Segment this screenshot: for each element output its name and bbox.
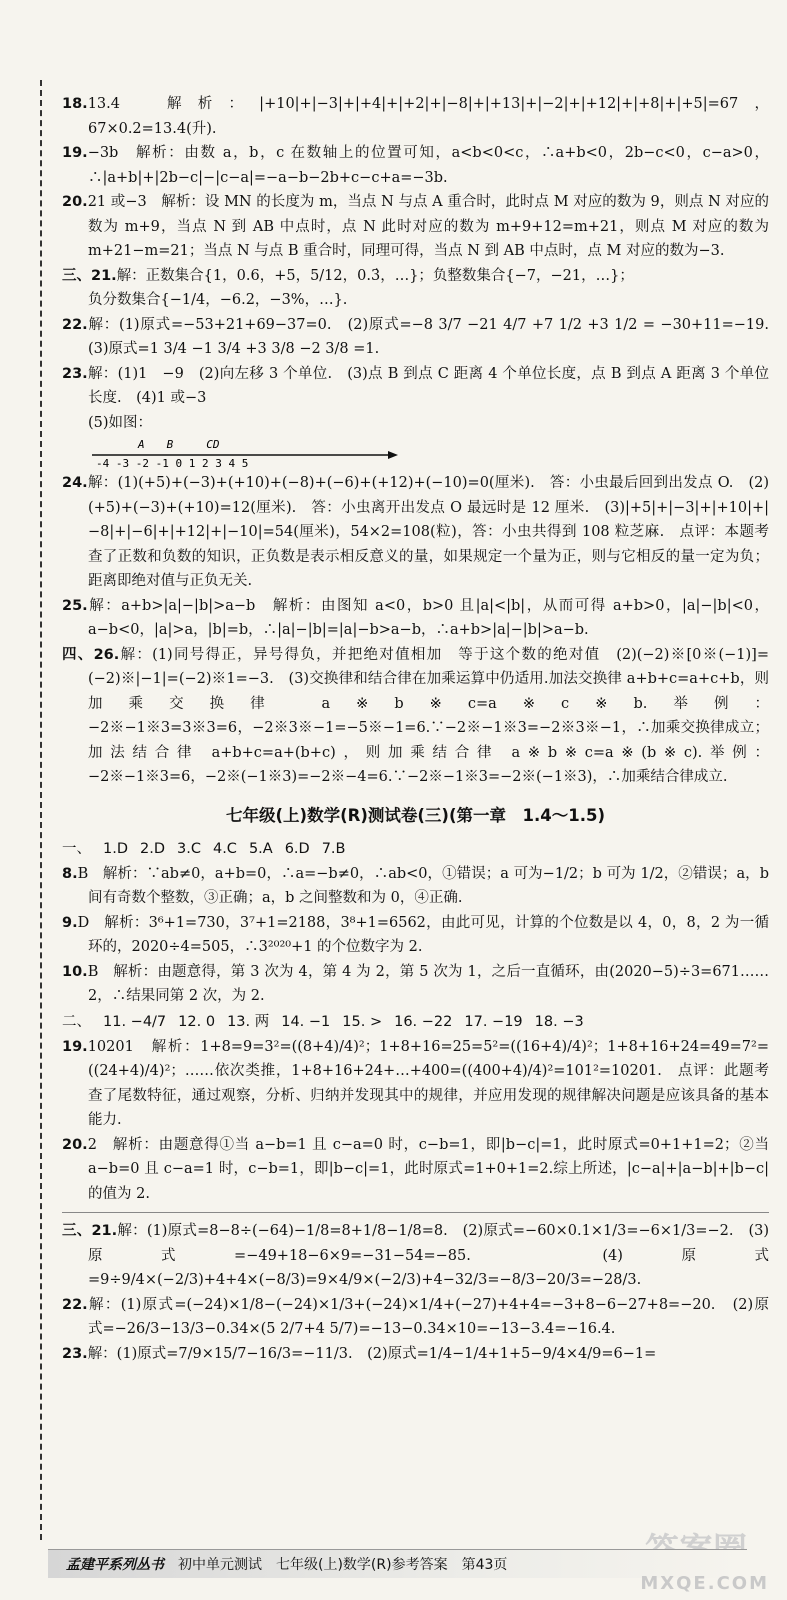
answer-item [62, 1219, 769, 1293]
item-number: 23. [62, 1345, 88, 1362]
answer-item [62, 411, 769, 436]
footer-page: 第43页 [461, 1557, 508, 1573]
item-body: (5)如图： [88, 414, 153, 431]
fill-16: 16. −22 [394, 1013, 453, 1030]
number-line-figure [88, 437, 769, 467]
answers-block-1 [62, 92, 784, 435]
answers-block-3 [62, 1035, 769, 1207]
item-number: 10. [62, 963, 88, 980]
answer-page [62, 92, 784, 1366]
binding-line [40, 80, 42, 1540]
mc-4: 4.C [212, 840, 237, 857]
footer-series: 孟建平系列丛书 [66, 1557, 164, 1573]
number-line-ticks: -4 -3 -2 -1 0 1 2 3 4 5 [96, 457, 249, 467]
item-number: 22. [62, 1296, 88, 1313]
mc-7: 7.B [321, 840, 346, 857]
fill-14: 14. −1 [281, 1013, 331, 1030]
item-number: 三、21. [62, 1223, 118, 1239]
answer-item [62, 471, 769, 594]
mc-6: 6.D [284, 840, 310, 857]
item-body: 2 解析：由题意得①当 a−b=1 且 c−a=0 时，c−b=1，即|b−c|=1，此时原式=0+1+1=2；②当 a−b=0 且 c−a=1 时，c−b=1，即|b−c|=1，此时原式=1+0+1=2.综上所述，|c−a|+|a−b|+|b−c|的值为 2. [87, 1136, 769, 1202]
mc-prefix: 一、 [62, 840, 91, 857]
item-number: 18. [62, 96, 88, 112]
number-line-letters: A B CD [138, 438, 220, 451]
item-body: 解：(1)1 −9 (2)向左移 3 个单位. (3)点 B 到点 C 距离 4 个单位长度，点 B 到点 A 距离 3 个单位长度. (4)1 或−3 [87, 365, 769, 406]
answers-block-4 [62, 1219, 769, 1366]
fill-15: 15. > [342, 1013, 383, 1030]
answers-block-1b [62, 471, 769, 790]
answer-item [62, 643, 769, 790]
answer-item [62, 1035, 769, 1133]
answer-item [62, 264, 769, 289]
fill-blank-row [62, 1009, 769, 1035]
fill-prefix: 二、 [62, 1013, 91, 1030]
item-body: D 解析：3⁶+1=730，3⁷+1=2188，3⁸+1=6562，由此可见，计算的个位数是以 4，0，8，2 为一循环的，2020÷4=505，∴3²⁰²⁰+1 的个位数字为 2. [77, 914, 769, 955]
item-number: 三、21. [62, 267, 117, 284]
item-body: 解：(1)原式=(−24)×1/8−(−24)×1/3+(−24)×1/4+(−27)+4+4=−3+8−6−27+8=−20. (2)原式=−26/3−13/3−0.34×(5 2/7+4 5/7)=−13−0.34×10=−13−3.4=−16.4. [87, 1296, 769, 1337]
answer-item [62, 362, 769, 411]
item-number: 24. [62, 475, 88, 491]
fill-12: 12. 0 [178, 1013, 216, 1030]
answers-block-2 [62, 862, 769, 1009]
fill-11: 11. −4/7 [103, 1013, 167, 1030]
item-number: 8. [62, 865, 78, 882]
watermark-text: MXQE.COM [640, 1573, 769, 1594]
answer-item [62, 313, 784, 362]
item-body: B 解析：∵ab≠0，a+b=0，∴a=−b≠0，∴ab<0，①错误；a 可为−1/2；b 可为 1/2，②错误；a，b 间有奇数个整数，③正确；a，b 之间整数和为 0，④正确. [77, 865, 769, 906]
item-number: 19. [62, 145, 88, 161]
item-body: −3b 解析：由数 a，b，c 在数轴上的位置可知，a<b<0<c，∴a+b<0，2b−c<0，c−a>0，∴|a+b|+|2b−c|−|c−a|=−a−b−2b+c−c+a=−3b. [87, 145, 769, 186]
item-body: 负分数集合{−1/4，−6.2，−3%，…}. [88, 292, 348, 308]
answer-item [62, 92, 769, 141]
item-body: 解：(1)原式=8−8÷(−64)−1/8=8+1/8−1/8=8. (2)原式=−60×0.1×1/3=−6×1/3=−2. (3)原式=−49+18−6×9=−31−54=−85. (4)原式=9÷9/4×(−2/3)+4+4×(−8/3)=9×4/9×(−2/3)+4−32/3=−8/3−20/3=−28/3. [88, 1223, 769, 1288]
answer-item [62, 1133, 769, 1207]
fill-17: 17. −19 [464, 1013, 523, 1030]
mc-5: 5.A [248, 840, 273, 857]
item-number: 9. [62, 914, 78, 931]
answer-item [62, 960, 769, 1009]
item-number: 22. [62, 316, 88, 333]
item-number: 20. [62, 1136, 88, 1153]
answer-item [62, 1342, 769, 1367]
answer-item [62, 862, 769, 911]
item-number: 23. [62, 365, 88, 382]
divider [62, 1212, 769, 1213]
item-body: 解：正数集合{1，0.6，+5，5/12，0.3̇，…}；负整数集合{−7，−21，…}； [116, 267, 634, 284]
item-body: 13.4 解析：|+10|+|−3|+|+4|+|+2|+|−8|+|+13|+|−2|+|+12|+|+8|+|+5|=67，67×0.2=13.4(升). [87, 96, 769, 137]
fill-13: 13. 两 [227, 1013, 270, 1030]
item-number: 25. [62, 597, 88, 614]
item-number: 19. [62, 1038, 88, 1055]
item-body: 解：(1)同号得正，异号得负，并把绝对值相加 等于这个数的绝对值 (2)(−2)※[0※(−1)]=(−2)※|−1|=(−2)※1=−3. (3)交换律和结合律在加乘运算中仍适用.加法交换律 a+b+c=a+c+b，则加乘交换律 a※b※c=a※c※b.举例：−2※−1※3=3※3=6，−2※3※−1=−5※−1=6.∵−2※−1※3=−2※3※−1，∴加乘交换律成立；加法结合律 a+b+c=a+(b+c)，则加乘结合律 a※b※c=a※(b※c).举例：−2※−1※3=6，−2※(−1※3)=−2※−4=6.∵−2※−1※3=−2※(−1※3)，∴加乘结合律成立. [88, 646, 769, 785]
number-line-svg [88, 437, 408, 467]
item-body: 10201 解析：1+8=9=3²=((8+4)/4)²；1+8+16=25=5²=((16+4)/4)²；1+8+16+24=49=7²=((24+4)/4)²；……依次类推，1+8+16+24+…+400=((400+4)/4)²=101²=10201. 点评：此题考查了尾数特征，通过观察，分析、归纳并发现其中的规律，并应用发现的规律解决问题是应该具备的基本能力. [87, 1038, 769, 1128]
section-title: 七年级(上)数学(R)测试卷(三)(第一章 1.4～1.5) [226, 805, 605, 825]
answer-item [62, 911, 769, 960]
mc-3: 3.C [177, 840, 201, 857]
multiple-choice-row [62, 836, 769, 862]
answer-item [62, 190, 769, 264]
fill-18: 18. −3 [534, 1013, 584, 1030]
answer-item [62, 288, 769, 313]
item-body: 解：a+b>|a|−|b|>a−b 解析：由图知 a<0，b>0 且|a|<|b|，从而可得 a+b>0，|a|−|b|<0，a−b<0，|a|>a，|b|=b，∴|a|−|b|=|a|−b>a−b，∴a+b>|a|−|b|>a−b. [87, 597, 769, 638]
answer-item [62, 594, 769, 643]
item-body: 21 或−3 解析：设 MN 的长度为 m，当点 N 与点 A 重合时，此时点 M 对应的数为 9，则点 N 对应的数为 m+9，当点 N 到 AB 中点时，点 N 此时对应的数为 m+9+12=m+21，则点 M 对应的数为 m+21−m=21；当点 N 与点 B 重合时，同理可得，当点 N 到 AB 中点时，点 M 对应的数为−3. [87, 194, 769, 259]
item-body: B 解析：由题意得，第 3 次为 4，第 4 为 2，第 5 次为 1，之后一直循环，由(2020−5)÷3=671……2，∴结果同第 2 次，为 2. [87, 963, 769, 1004]
item-body: 解：(1)原式=−53+21+69−37=0. (2)原式=−8 3/7 −21 4/7 +7 1/2 +3 1/2 = −30+11=−19. (3)原式=1 3/4 −1 3/4 +3 3/8 −2 3/8 =1. [87, 316, 784, 357]
footer-book: 初中单元测试 七年级(上)数学(R)参考答案 [178, 1557, 448, 1573]
item-body: 解：(1)(+5)+(−3)+(+10)+(−8)+(−6)+(+12)+(−10)=0(厘米). 答：小虫最后回到出发点 O. (2)(+5)+(−3)+(+10)=12(厘米). 答：小虫离开出发点 O 最远时是 12 厘米. (3)|+5|+|−3|+|+10|+|−8|+|−6|+|+12|+|−10|=54(厘米)，54×2=108(粒)，答：小虫共得到 108 粒芝麻. 点评：本题考查了正数和负数的知识，正负数是表示相反意义的量，如果规定一个量为正，则与它相反的量一定为负；距离即绝对值与正负无关. [87, 475, 769, 589]
answer-item [62, 141, 769, 190]
item-number: 20. [62, 194, 88, 210]
mc-1: 1.D [103, 840, 128, 857]
mc-2: 2.D [140, 840, 165, 857]
item-number: 四、26. [62, 646, 120, 663]
item-body: 解：(1)原式=7/9×15/7−16/3=−11/3. (2)原式=1/4−1/4+1+5−9/4×4/9=6−1= [87, 1345, 657, 1362]
answer-item [62, 1293, 769, 1342]
